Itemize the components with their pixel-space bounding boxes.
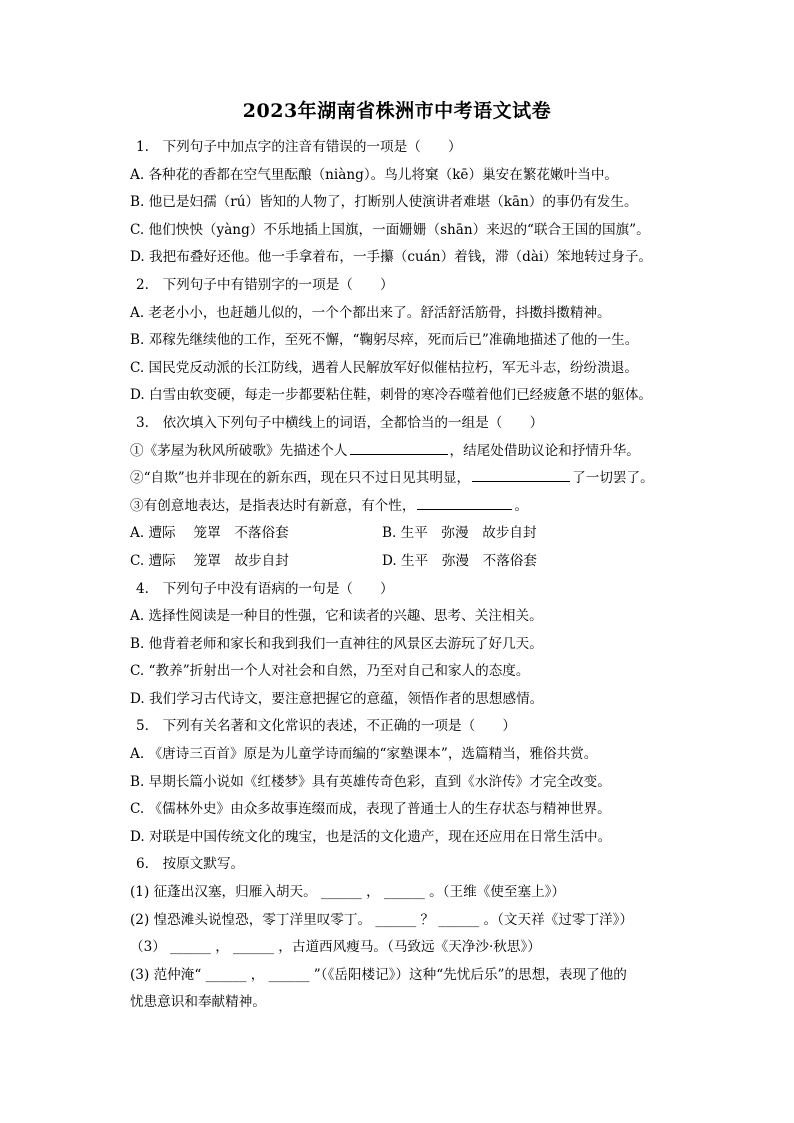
- q3-s2-after: 了一切罢了。: [572, 470, 654, 487]
- q1-option-d: D. 我把布叠好还他。他一手拿着布，一手攥（cuán）着钱，滞（dài）笨地转过身子。: [130, 249, 653, 266]
- q3-s3-before: ③有创意地表达，是指表达时有新意，有个性，: [130, 497, 416, 514]
- q2-option-a: A. 老老小小，也赶趟儿似的，一个个都出来了。舒活舒活筋骨，抖擞抖擞精神。: [130, 304, 611, 321]
- q3-sentence-1: [130, 438, 710, 466]
- q6-line-5: 忧患意识和奉献精神。: [130, 994, 266, 1011]
- q3-option-b: B. 生平 弥漫 故步自封: [382, 525, 537, 542]
- q4-stem: 4. 下列句子中没有语病的一句是（ ）: [136, 580, 394, 597]
- q1-option-b: B. 他已是妇孺（rú）皆知的人物了，打断别人使演讲者难堪（kān）的事仍有发生。: [130, 194, 638, 211]
- q3-s1-after: ，结尾处借助议论和抒情升华。: [449, 442, 640, 459]
- q6-line-4: (3) 范仲淹“ ______ ， ______ ”（《岳阳楼记》）这种“先忧后乐”的思想，表现了他的: [130, 966, 627, 983]
- q5-stem: 5. 下列有关名著和文化常识的表述，不正确的一项是（ ）: [136, 718, 516, 735]
- fill-blank: [417, 495, 512, 510]
- q3-option-c: C. 遭际 笼罩 故步自封: [130, 552, 289, 569]
- fill-blank: [472, 467, 570, 482]
- q3-stem: 3. 依次填入下列句子中横线上的词语，全都恰当的一组是（ ）: [136, 414, 544, 431]
- q6-line-3: （3） ______ ， ______ ，古道西风瘦马。（马致远《天净沙·秋思》）: [130, 939, 541, 956]
- q3-options-row-1: [130, 520, 710, 548]
- q1-stem: 1. 下列句子中加点字的注音有错误的一项是（ ）: [136, 139, 462, 155]
- q6-line-2: (2) 惶恐滩头说惶恐，零丁洋里叹零丁。 ______ ？ ______ 。（文天祥《过零丁洋》）: [130, 911, 634, 928]
- q2-option-c: C. 国民党反动派的长江防线，遇着人民解放军好似催枯拉朽，军无斗志，纷纷溃退。: [130, 359, 638, 376]
- q3-sentence-3: [130, 493, 710, 521]
- q5-option-a: A. 《唐诗三百首》原是为儿童学诗而编的“家塾课本”，选篇精当，雅俗共赏。: [130, 746, 598, 763]
- q4-option-c: C. “教养”折射出一个人对社会和自然，乃至对自己和家人的态度。: [130, 663, 530, 680]
- q3-s2-before: ②“自欺”也并非现在的新东西，现在只不过日见其明显，: [130, 470, 471, 487]
- fill-blank: [350, 440, 448, 455]
- exam-title: 2023年湖南省株洲市中考语文试卷: [242, 100, 552, 122]
- q5-option-c: C. 《儒林外史》由众多故事连缀而成，表现了普通士人的生存状态与精神世界。: [130, 801, 611, 818]
- q5-option-b: B. 早期长篇小说如《红楼梦》具有英雄传奇色彩，直到《水浒传》才完全改变。: [130, 773, 611, 790]
- q5-option-d: D. 对联是中国传统文化的瑰宝，也是活的文化遗产，现在还应用在日常生活中。: [130, 828, 612, 845]
- q6-stem: 6. 按原文默写。: [136, 856, 245, 873]
- q4-option-b: B. 他背着老师和家长和我到我们一直神往的风景区去游玩了好几天。: [130, 635, 543, 652]
- q3-sentence-2: [130, 465, 710, 493]
- q2-stem: 2. 下列句子中有错别字的一项是（ ）: [136, 276, 394, 293]
- q2-option-b: B. 邓稼先继续他的工作，至死不懈，“鞠躬尽瘁，死而后已”准确地描述了他的一生。: [130, 332, 639, 349]
- q2-option-d: D. 白雪由软变硬，每走一步都要粘住鞋，刺骨的寒冷吞噬着他们已经疲惫不堪的躯体。: [130, 387, 653, 404]
- question-list: [130, 134, 710, 1017]
- q3-option-a: A. 遭际 笼罩 不落俗套: [130, 525, 289, 542]
- q1-option-c: C. 他们怏怏（yàng）不乐地插上国旗，一面姗姗（shān）来迟的“联合王国的国旗”。: [130, 221, 650, 238]
- q6-line-1: (1) 征蓬出汉塞，归雁入胡天。 ______ ， ______ 。（王维《使至塞上》）: [130, 884, 566, 901]
- q4-option-d: D. 我们学习古代诗文，要注意把握它的意蕴，领悟作者的思想感情。: [130, 690, 544, 707]
- q1-option-a: A. 各种花的香都在空气里酝酿（niàng）。鸟儿将窠（kē）巢安在繁花嫩叶当中。: [130, 166, 619, 183]
- q4-option-a: A. 选择性阅读是一种目的性强，它和读者的兴趣、思考、关注相关。: [130, 608, 543, 625]
- q3-s3-after: 。: [514, 497, 529, 514]
- q3-s1-before: ①《茅屋为秋风所破歌》先描述个人: [130, 442, 348, 459]
- q3-option-d: D. 生平 弥漫 不落俗套: [382, 552, 537, 569]
- q3-options-row-2: [130, 548, 710, 576]
